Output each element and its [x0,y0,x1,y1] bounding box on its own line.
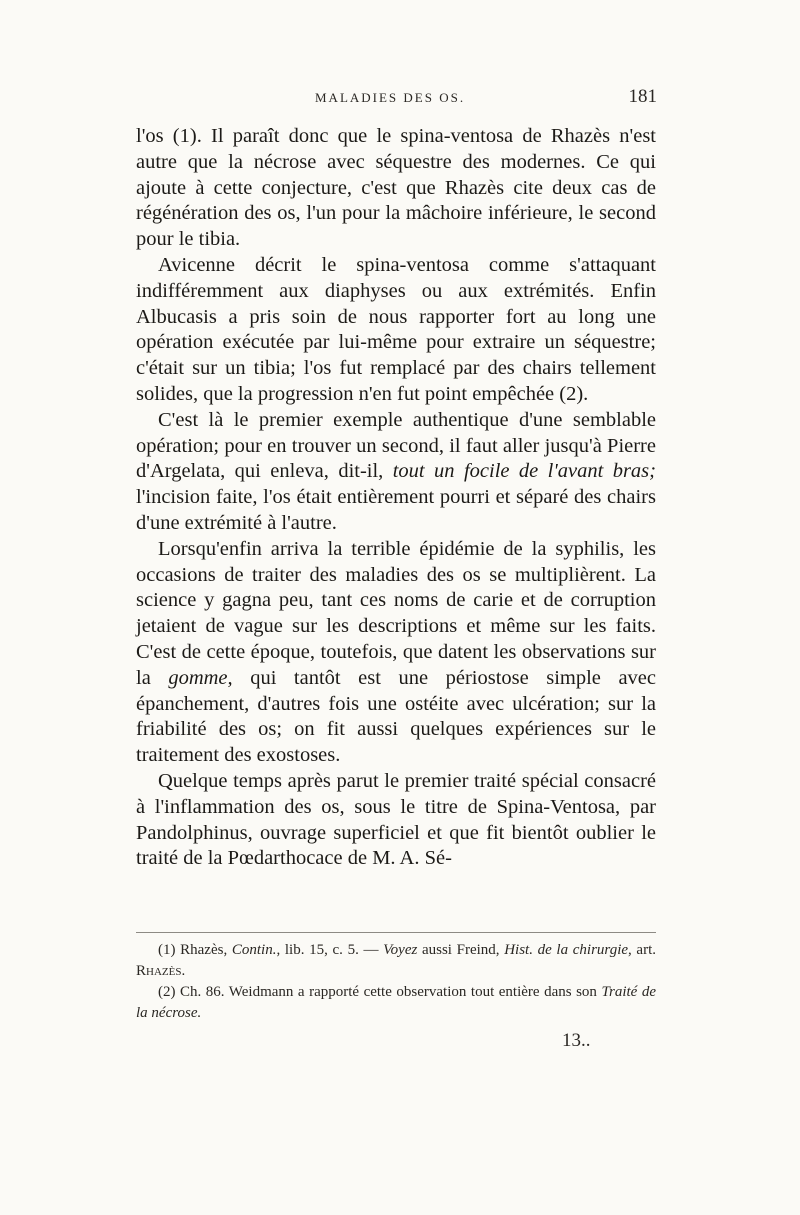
running-head: MALADIES DES OS. [315,90,466,105]
paragraph-3-text-b: l'incision faite, l'os était entièrement pourri et séparé des chairs d'une extrémité à l'autre. [136,486,656,534]
footnote-1-c: , lib. 15, c. 5. — [276,942,384,958]
footnote-1-f: Hist. de la chirurgie [504,942,629,958]
footnote-2-a: (2) Ch. 86. Weidmann a rapporté cette observation tout entière dans son [158,984,602,1000]
paragraph-2: Avicenne décrit le spina-ventosa comme s'attaquant indifféremment aux diaphyses ou aux extrémités. Enfin Albucasis a pris soin de nous rapporter fort au long une opération exécutée par lui-même pour extraire un séquestre; c'était sur un tibia; l'os fut remplacé par des chairs tellement solides, que la progression n'en fut point empêchée (2). [136,253,656,405]
footnote-1-a: (1) Rhazès, [158,942,232,958]
paragraph-4 [136,537,656,769]
paragraph-3-italic: tout un focile de l'avant bras; [392,460,656,483]
footnote-1-b: Contin. [231,942,277,958]
footnote-2-b: Traité de la nécrose. [136,984,656,1021]
page-number: 181 [628,86,657,107]
paragraph-3 [136,408,656,537]
paragraph-4-text-a: Lorsqu'enfin arriva la terrible épidémie de la syphilis, les occasions de traiter des maladies des os se multiplièrent. La science y gagna peu, tant ces noms de carie et de corruption jetaient de vague sur les descriptions et même sur les faits. C'est de cette époque, toutefois, que datent les observations sur la [136,537,656,689]
paragraph-4-italic: gomme, [168,666,233,689]
paragraph-3-text-a: C'est là le premier exemple authentique d'une semblable opération; pour en trouver un second, il faut aller jusqu'à Pierre d'Argelata, qui enleva, dit-il, [136,408,656,483]
footnote-1-h: Rhazès. [136,963,186,979]
page-header [135,86,665,112]
footnote-1 [136,940,656,982]
paragraph-1: l'os (1). Il paraît donc que le spina-ventosa de Rhazès n'est autre que la nécrose avec séquestre des modernes. Ce qui ajoute à cette conjecture, c'est que Rhazès cite deux cas de régénération des os, l'un pour la mâchoire inférieure, le second pour le tibia. [136,125,656,251]
footnote-1-g: , art. [628,942,657,958]
footnote-1-d: Voyez [383,942,418,958]
footnote-divider [136,932,656,933]
footnote-2 [136,982,656,1024]
signature-mark: 13.. [562,1030,591,1051]
footnote-1-e: aussi Freind, [417,942,505,958]
footnotes [136,940,656,1024]
paragraph-4-text-b: qui tantôt est une périostose simple avec épanchement, d'autres fois une ostéite avec ulcération; sur la friabilité des os; on fit aussi quelques expériences sur le traitement des exostoses. [136,666,656,767]
main-text [136,124,656,872]
paragraph-5: Quelque temps après parut le premier traité spécial consacré à l'inflammation des os, sous le titre de Spina-Ventosa, par Pandolphinus, ouvrage superficiel et que fit bientôt oublier le traité de la Pœdarthocace de M. A. Sé- [136,769,656,870]
